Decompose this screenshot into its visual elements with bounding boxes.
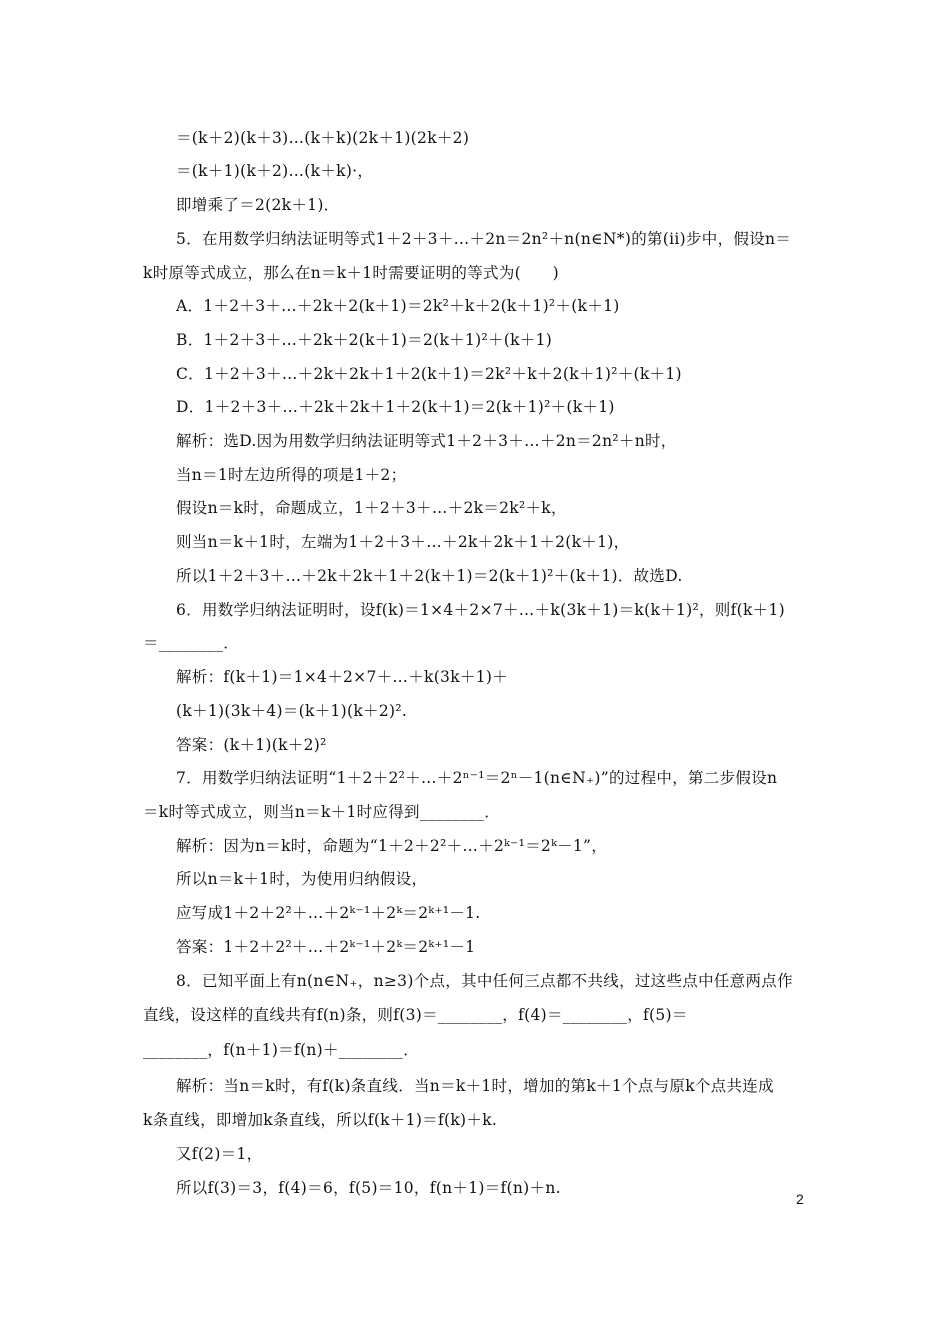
question-7-line-1: 7．用数学归纳法证明“1＋2＋2²＋…＋2ⁿ⁻¹＝2ⁿ－1(n∈N₊)”的过程中，第二步假设n	[176, 769, 778, 787]
option-d: D．1＋2＋3＋…＋2k＋2k＋1＋2(k＋1)＝2(k＋1)²＋(k＋1)	[176, 398, 615, 416]
question-7-line-2: ＝k时等式成立，则当n＝k＋1时应得到________．	[143, 803, 501, 821]
solution-5-line-2: 当n＝1时左边所得的项是1＋2；	[176, 466, 407, 484]
answer-6: 答案：(k＋1)(k＋2)²	[176, 736, 327, 754]
solution-7-line-2: 所以n＝k＋1时，为使用归纳假设，	[176, 870, 428, 888]
solution-6-line-2: (k＋1)(3k＋4)＝(k＋1)(k＋2)².	[176, 702, 408, 720]
text-line-3: 即增乘了＝2(2k＋1)．	[176, 196, 340, 214]
text-line-1: ＝(k＋2)(k＋3)…(k＋k)(2k＋1)(2k＋2)	[176, 129, 470, 147]
question-6-line-2: ＝________．	[143, 634, 240, 652]
question-8-line-2: 直线，设这样的直线共有f(n)条，则f(3)＝________，f(4)＝________，f(5)＝	[143, 1006, 688, 1024]
text-line-2: ＝(k＋1)(k＋2)…(k＋k)·，	[176, 162, 374, 180]
page-number: 2	[796, 1191, 804, 1207]
solution-8-line-4: 所以f(3)＝3，f(4)＝6，f(5)＝10，f(n＋1)＝f(n)＋n.	[176, 1179, 561, 1197]
question-6-line-1: 6．用数学归纳法证明时，设f(k)＝1×4＋2×7＋…＋k(3k＋1)＝k(k＋1)²，则f(k＋1)	[176, 601, 785, 619]
solution-5-line-4: 则当n＝k＋1时，左端为1＋2＋3＋…＋2k＋2k＋1＋2(k＋1)，	[176, 533, 630, 551]
solution-5-line-1: 解析：选D.因为用数学归纳法证明等式1＋2＋3＋…＋2n＝2n²＋n时，	[176, 432, 677, 450]
solution-6-line-1: 解析：f(k＋1)＝1×4＋2×7＋…＋k(3k＋1)＋	[176, 668, 509, 686]
question-8-line-1: 8．已知平面上有n(n∈N₊，n≥3)个点，其中任何三点都不共线，过这些点中任意两点作	[176, 972, 793, 990]
solution-8-line-3: 又f(2)＝1，	[176, 1145, 263, 1163]
question-5-line-2: k时原等式成立，那么在n＝k＋1时需要证明的等式为( )	[143, 264, 559, 282]
solution-5-line-3: 假设n＝k时，命题成立，1＋2＋3＋…＋2k＝2k²＋k，	[176, 499, 567, 517]
question-5-line-1: 5．在用数学归纳法证明等式1＋2＋3＋…＋2n＝2n²＋n(n∈N*)的第(ii)步中，假设n＝	[176, 230, 792, 248]
solution-7-line-1: 解析：因为n＝k时，命题为“1＋2＋2²＋…＋2ᵏ⁻¹＝2ᵏ－1”，	[176, 837, 608, 855]
question-8-line-3: ________，f(n＋1)＝f(n)＋________．	[143, 1041, 419, 1059]
solution-7-line-3: 应写成1＋2＋2²＋…＋2ᵏ⁻¹＋2ᵏ＝2ᵏ⁺¹－1.	[176, 904, 481, 922]
option-b: B．1＋2＋3＋…＋2k＋2(k＋1)＝2(k＋1)²＋(k＋1)	[176, 331, 553, 349]
solution-5-line-5: 所以1＋2＋3＋…＋2k＋2k＋1＋2(k＋1)＝2(k＋1)²＋(k＋1)．故选D.	[176, 567, 683, 585]
answer-7: 答案：1＋2＋2²＋…＋2ᵏ⁻¹＋2ᵏ＝2ᵏ⁺¹－1	[176, 938, 476, 956]
solution-8-line-2: k条直线，即增加k条直线，所以f(k＋1)＝f(k)＋k.	[143, 1111, 498, 1129]
option-c: C．1＋2＋3＋…＋2k＋2k＋1＋2(k＋1)＝2k²＋k＋2(k＋1)²＋(k＋1)	[176, 365, 682, 383]
solution-8-line-1: 解析：当n＝k时，有f(k)条直线．当n＝k＋1时，增加的第k＋1个点与原k个点共连成	[176, 1077, 774, 1095]
option-a: A．1＋2＋3＋…＋2k＋2(k＋1)＝2k²＋k＋2(k＋1)²＋(k＋1)	[176, 297, 620, 315]
